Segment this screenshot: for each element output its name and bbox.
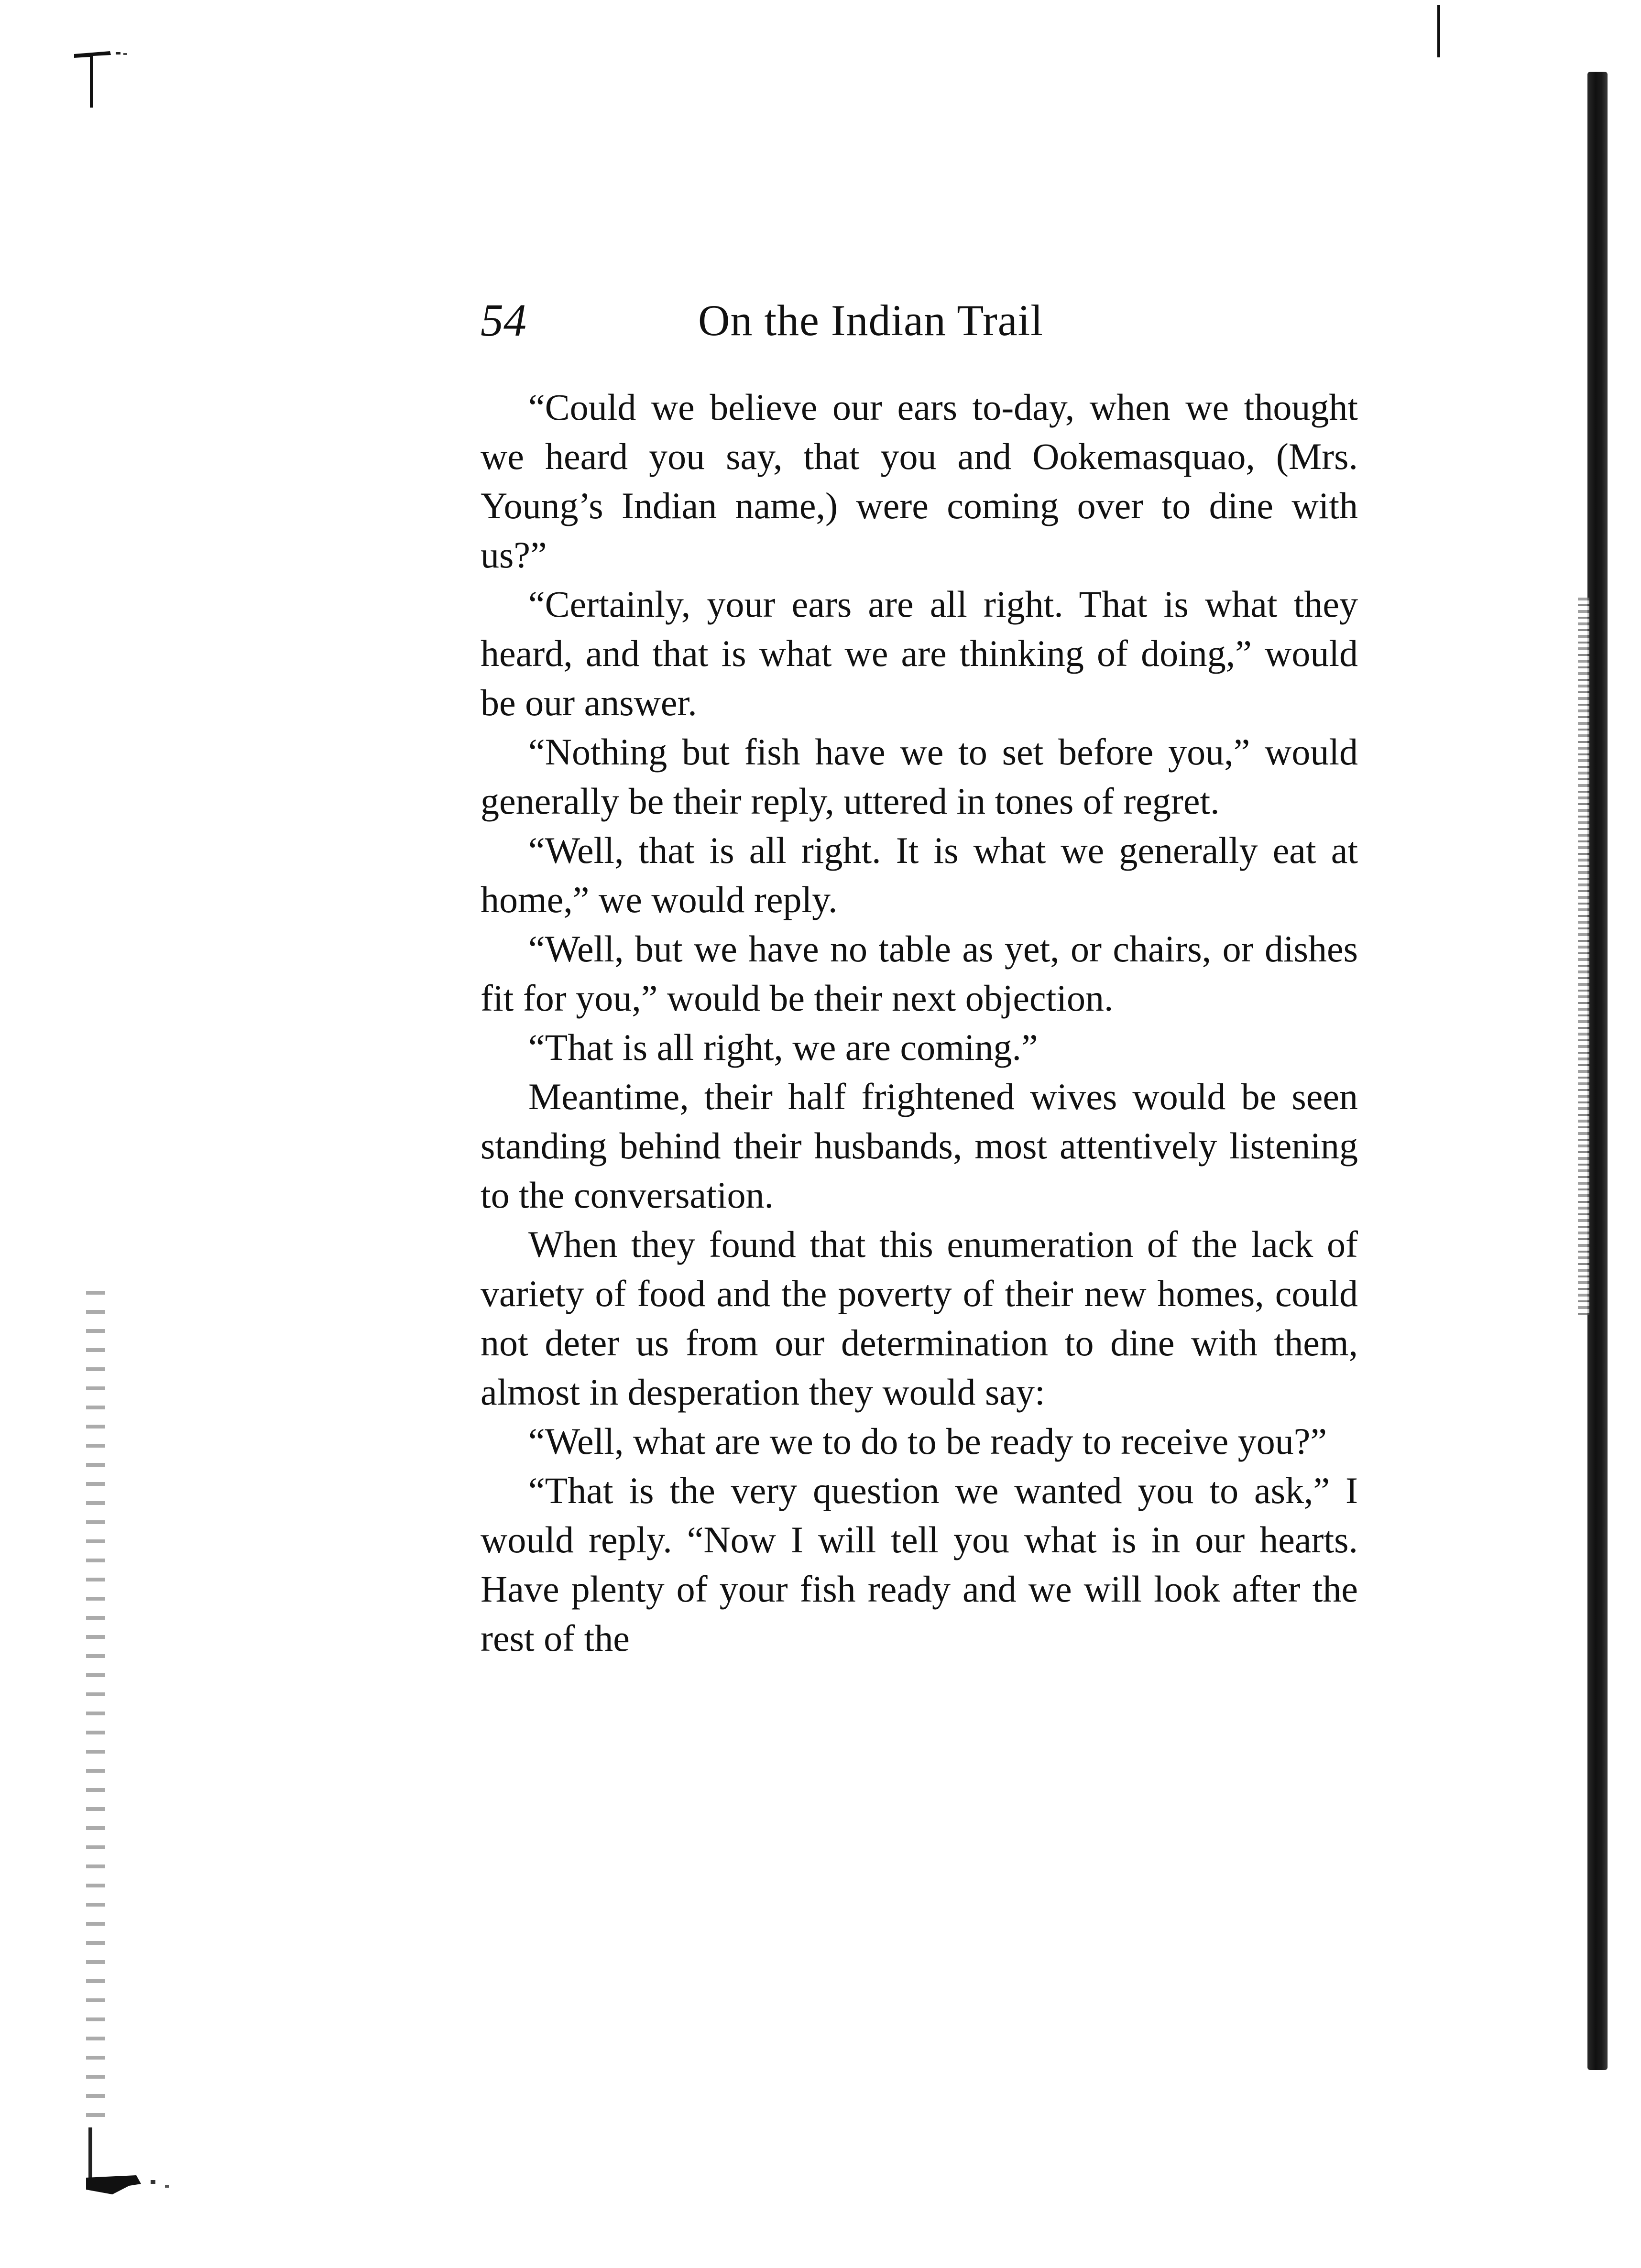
paragraph: “That is all right, we are coming.” xyxy=(528,1026,1038,1068)
scan-edge-mark xyxy=(1437,5,1440,57)
page-edge-texture xyxy=(1578,598,1589,1315)
scan-margin-dots xyxy=(86,1291,105,2127)
scan-corner-mark-bottom xyxy=(84,2127,208,2199)
paragraph: “Well, but we have no table as yet, or chairs, or dishes fit for you,” would be their next objection. xyxy=(481,928,1358,1019)
scan-corner-mark-top xyxy=(72,45,129,112)
paragraph: Meantime, their half frightened wives would be seen standing behind their husbands, most attentively listening to the conversation. xyxy=(481,1076,1358,1216)
paragraph: “Certainly, your ears are all right. That is what they heard, and that is what we are thinking of doing,” would be our answer. xyxy=(481,583,1358,723)
page-header xyxy=(481,287,1360,354)
paragraph: “Nothing but fish have we to set before you,” would generally be their reply, uttered in tones of regret. xyxy=(481,731,1358,822)
paragraph: “Well, what are we to do to be ready to receive you?” xyxy=(528,1420,1327,1462)
paragraph: “That is the very question we wanted you to ask,” I would reply. “Now I will tell you what is in our hearts. Have plenty of your fish ready and we will look after the rest of the xyxy=(481,1470,1358,1659)
paragraph: “Could we believe our ears to-day, when we thought we heard you say, that you and Ookemasquao, (Mrs. Young’s Indian name,) were coming over to dine with us?” xyxy=(481,386,1358,576)
paragraph: “Well, that is all right. It is what we generally eat at home,” we would reply. xyxy=(481,829,1358,920)
page-number: 54 xyxy=(481,294,526,346)
running-title: On the Indian Trail xyxy=(698,296,1043,345)
page-binding-edge xyxy=(1587,72,1608,2070)
paragraph: When they found that this enumeration of the lack of variety of food and the poverty of their new homes, could not deter us from our determination to dine with them, almost in desperation they would say: xyxy=(481,1223,1358,1413)
body-text xyxy=(481,382,1358,1663)
